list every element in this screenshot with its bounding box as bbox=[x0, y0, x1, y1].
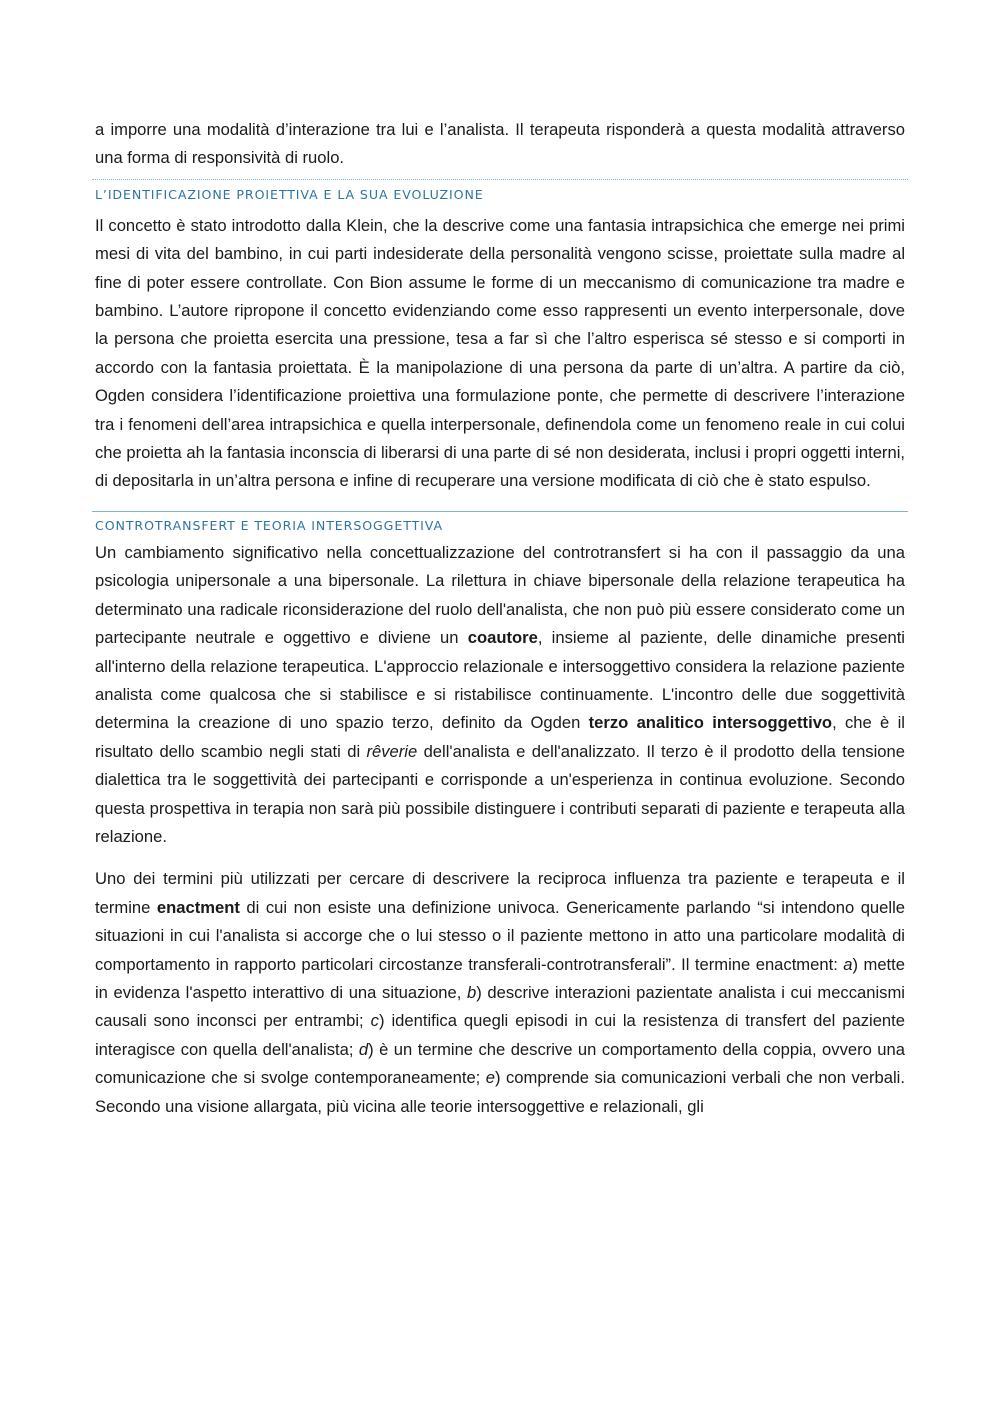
bold-term-enactment: enactment bbox=[156, 897, 240, 917]
paragraph-identificazione-proiettiva: Il concetto è stato introdotto dalla Klein, che la descrive come una fantasia intrapsichica che emerge nei primi mesi di vita del bambino, in cui parti indesiderate della personalità vengono scisse, proiettate sulla madre al fine di poter essere controllate. Con Bion assume le forme di un meccanismo di comunicazione tra madre e bambino. L’autore ripropone il concetto evidenziando come esso rappresenti un evento interpersonale, dove la persona che proietta esercita una pressione, tesa a far sì che l’altro esperisca sé stesso e si comporti in accordo con la fantasia proiettata. È la manipolazione di una persona da parte di un’altra. A partire da ciò, Ogden considera l’identificazione proiettiva una formulazione ponte, che permette di descrivere l’interazione tra i fenomeni dell’area intrapsichica e quella interpersonale, definendola come un fenomeno reale in cui colui che proietta ah la fantasia inconscia di liberarsi di una parte di sé non desiderata, inclusi i propri oggetti interni, di depositarla in un’altra persona e infine di recuperare una versione modificata di ciò che è stato espulso. bbox=[95, 215, 905, 491]
list-marker-a: a bbox=[843, 954, 853, 974]
text-run: ) mette in evidenza l'aspetto interattivo di una situazione, bbox=[95, 954, 906, 1002]
document-page bbox=[95, 116, 905, 1121]
list-marker-c: c bbox=[370, 1011, 379, 1031]
intro-paragraph: a imporre una modalità d’interazione tra lui e l’analista. Il terapeuta risponderà a questa modalità attraverso una forma di responsività di ruolo. bbox=[95, 120, 905, 168]
list-marker-d: d bbox=[358, 1039, 369, 1059]
text-run: , insieme al paziente, delle dinamiche presenti all'interno della relazione terapeutica. L'approccio relazionale e intersoggettivo considera la relazione paziente analista come qualcosa che si stabilisce e si ristabilisce continuamente. L'incontro delle due soggettività determina la creazione di uno spazio terzo, definito da Ogden bbox=[95, 628, 905, 733]
bold-term-terzo-analitico: terzo analitico intersoggettivo bbox=[588, 713, 833, 733]
text-run: Uno dei termini più utilizzati per cercare di descrivere la reciproca influenza tra paziente e terapeuta e il termine bbox=[95, 869, 905, 917]
bold-term-coautore: coautore bbox=[467, 628, 538, 648]
paragraph-enactment bbox=[95, 865, 905, 1121]
list-marker-b: b bbox=[467, 982, 477, 1002]
text-run: ) descrive interazioni pazientate analista i cui meccanismi causali sono inconsci per entrambi; bbox=[95, 982, 905, 1031]
text-run: ) identifica quegli episodi in cui la resistenza di transfert del paziente interagisce con quella dell'analista; bbox=[95, 1011, 905, 1059]
text-run: Un cambiamento significativo nella concettualizzazione del controtransfert si ha con il passaggio da una psicologia unipersonale a una bipersonale. La rilettura in chiave bipersonale della relazione terapeutica ha determinato una radicale riconsiderazione del ruolo dell'analista, che non può più essere considerato come un partecipante neutrale e oggettivo e diviene un bbox=[95, 542, 905, 648]
italic-term-reverie: rêverie bbox=[366, 741, 418, 761]
text-run: ) è un termine che descrive un comportamento della coppia, ovvero una comunicazione che si svolge contemporaneamente; bbox=[95, 1039, 905, 1088]
text-run: , che è il risultato dello scambio negli stati di bbox=[95, 713, 905, 761]
text-run: di cui non esiste una definizione univoca. Genericamente parlando “si intendono quelle situazioni in cui l'analista si accorge che o lui stesso o il paziente mettono in atto una particolare modalità di comportamento in rapporto particolari circostanze transferali-controtransferali”. Il termine enactment: bbox=[95, 897, 905, 974]
section-heading-controtransfert: CONTROTRANSFERT E TEORIA INTERSOGGETTIVA bbox=[92, 511, 908, 539]
text-run: dell'analista e dell'analizzato. Il terzo è il prodotto della tensione dialettica tra le soggettività dei partecipanti e corrisponde a un'esperienza in continua evoluzione. Secondo questa prospettiva in terapia non sarà più possibile distinguere i contributi separati di paziente e terapeuta alla relazione. bbox=[95, 741, 905, 846]
paragraph-controtransfert bbox=[95, 539, 905, 851]
text-run: ) comprende sia comunicazioni verbali che non verbali. Secondo una visione allargata, più vicina alle teorie intersoggettive e relazionali, gli bbox=[95, 1068, 905, 1116]
section-heading-identificazione-proiettiva: L’IDENTIFICAZIONE PROIETTIVA E LA SUA EVOLUZIONE bbox=[92, 179, 908, 212]
list-marker-e: e bbox=[485, 1068, 495, 1088]
